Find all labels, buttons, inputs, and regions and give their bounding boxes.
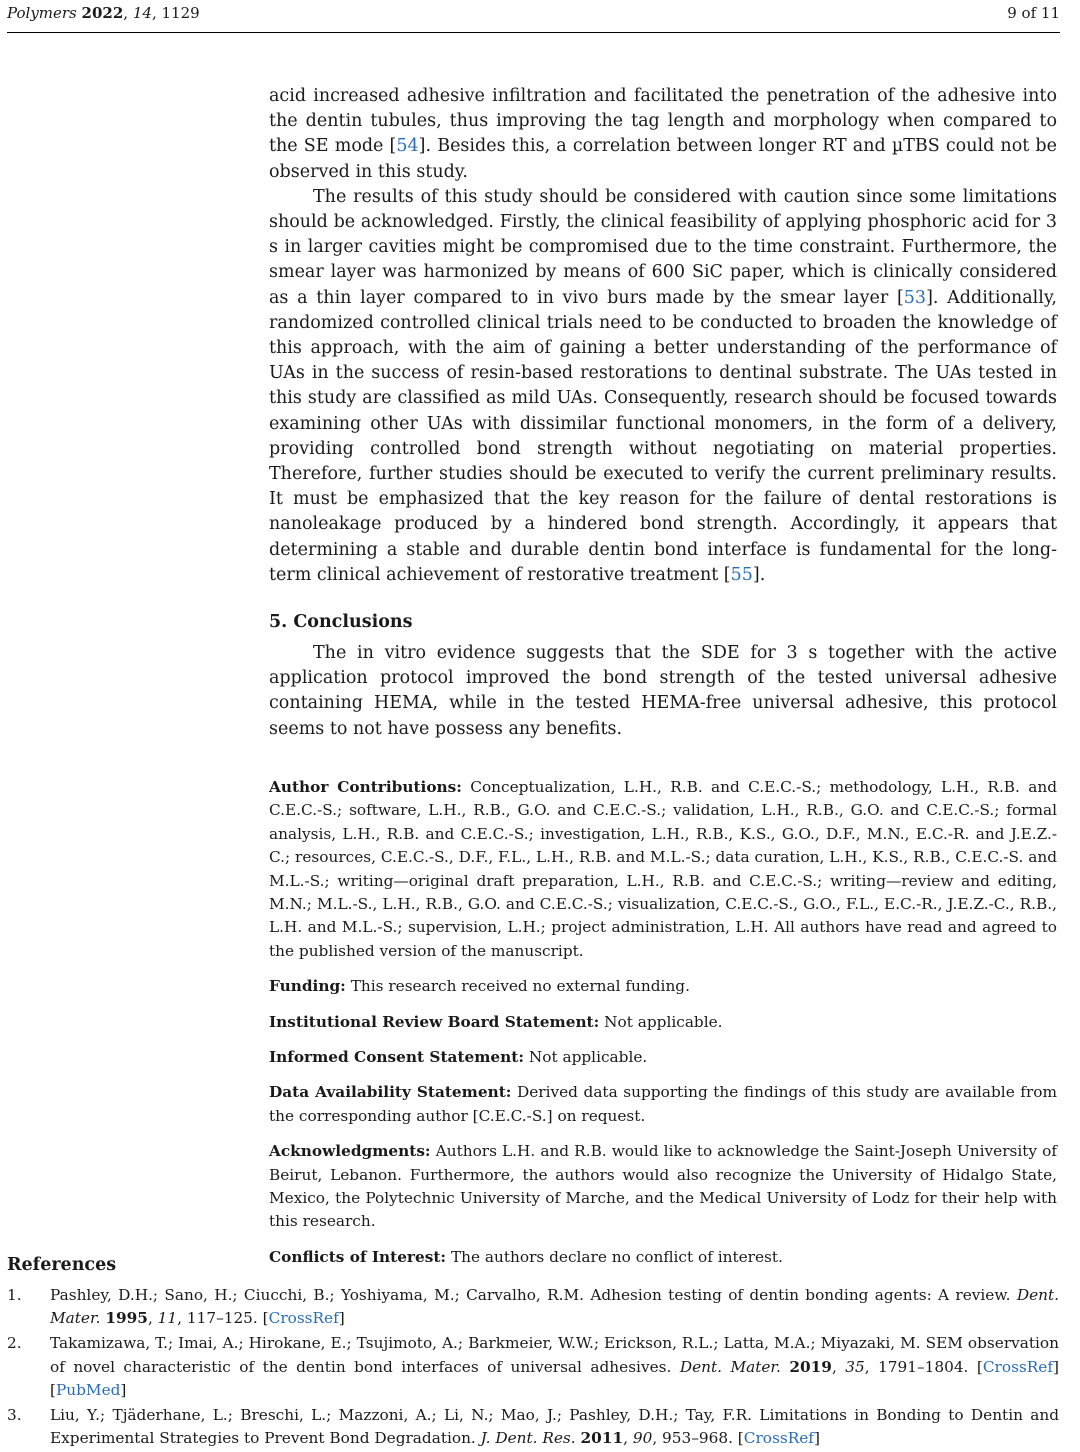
data-availability-text: Derived data supporting the findings of this study are available from the corresponding author [C.E.C.-S.] on request. <box>269 1083 1057 1125</box>
paragraph-2-text-c: ]. <box>752 564 766 585</box>
journal-name: Polymers <box>7 4 77 22</box>
data-availability-label: Data Availability Statement: <box>269 1083 512 1102</box>
reference-journal: J. Dent. Res. <box>480 1429 576 1448</box>
reference-journal: Dent. Mater. <box>679 1357 781 1376</box>
irb-text: Not applicable. <box>604 1012 723 1031</box>
crossref-link[interactable]: CrossRef <box>268 1309 339 1328</box>
funding-statement <box>269 975 1057 998</box>
page-header <box>7 4 1060 26</box>
citation-link-55[interactable]: 55 <box>730 564 753 585</box>
reference-number: 1. <box>7 1286 22 1304</box>
reference-text: Pashley, D.H.; Sano, H.; Ciucchi, B.; Yoshiyama, M.; Carvalho, R.M. Adhesion testing of dentin bonding agents: A review. <box>50 1286 1017 1304</box>
irb-label: Institutional Review Board Statement: <box>269 1012 600 1031</box>
reference-year: 2019 <box>789 1357 832 1376</box>
journal-citation: Polymers 2022, 14, 1129 <box>7 4 200 22</box>
section-title-conclusions: 5. Conclusions <box>269 612 413 633</box>
conclusions-paragraph: The in vitro evidence suggests that the SDE for 3 s together with the active application protocol improved the bond strength of the tested universal adhesive containing HEMA, while in the tested HEMA-free universal adhesive, this protocol seems to not have possess any benefits. <box>269 643 1057 739</box>
acknowledgments-text: Authors L.H. and R.B. would like to acknowledge the Saint-Joseph University of Beirut, Lebanon. Furthermore, the authors would also recognize the University of Hidalgo State, Mexico, the Polytechnic University of Marche, and the Medical University of Lodz for their help with this research. <box>269 1142 1057 1231</box>
pubmed-link[interactable]: PubMed <box>55 1380 121 1399</box>
main-content <box>269 84 1057 1281</box>
reference-number: 3. <box>7 1406 22 1425</box>
reference-bracket: ] <box>813 1429 820 1448</box>
reference-bracket: ] <box>338 1309 345 1328</box>
citation-link-54[interactable]: 54 <box>396 136 419 157</box>
reference-item: 3. Liu, Y.; Tjäderhane, L.; Breschi, L.; Mazzoni, A.; Li, N.; Mao, J.; Pashley, D.H.; Tay, F.R. Limitations in Bonding to Dentin and Experimental Strategies to Prevent Bond Degradation. J. Dent. Res. 2011, 90, 953–968. [CrossRef] <box>7 1406 1059 1448</box>
reference-volume: 35 <box>845 1357 865 1376</box>
references-title: References <box>7 1255 117 1275</box>
reference-number: 2. <box>7 1334 22 1353</box>
article-number: 1129 <box>161 4 200 22</box>
consent-label: Informed Consent Statement: <box>269 1047 524 1066</box>
author-contributions <box>269 776 1057 963</box>
reference-item: 2. Takamizawa, T.; Imai, A.; Hirokane, E.; Tsujimoto, A.; Barkmeier, W.W.; Erickson, R.L.; Latta, M.A.; Miyazaki, M. SEM observation of novel characteristic of the dentin bond interfaces of universal adhesives. Dent. Mater. 2019, 35, 1791–1804. [CrossRef] [PubMed] <box>7 1334 1059 1399</box>
crossref-link[interactable]: CrossRef <box>743 1429 814 1448</box>
funding-text: This research received no external funding. <box>350 977 690 996</box>
conflicts-label: Conflicts of Interest: <box>269 1247 447 1266</box>
references-section <box>7 1252 1059 1452</box>
reference-year: 2011 <box>580 1429 624 1448</box>
reference-journal: Dent. Mater. <box>50 1286 1059 1328</box>
paragraph-2-text-a: The results of this study should be considered with caution since some limitations should be acknowledged. Firstly, the clinical feasibility of applying phosphoric acid for 3 s in larger cavities might be compromised due to the time constraint. Furthermore, the smear layer was harmonized by means of 600 SiC paper, which is clinically considered as a thin layer compared to in vivo burs made by the smear layer [ <box>269 186 1057 308</box>
acknowledgments-label: Acknowledgments: <box>269 1142 431 1161</box>
reference-pages: , 953–968. [ <box>652 1429 744 1448</box>
conflicts-text: The authors declare no conflict of interest. <box>450 1247 783 1266</box>
reference-item: 1. Pashley, D.H.; Sano, H.; Ciucchi, B.; Yoshiyama, M.; Carvalho, R.M. Adhesion testing of dentin bonding agents: A review. Dent. Mater. 1995, 11, 117–125. [CrossRef] <box>7 1286 1059 1328</box>
acknowledgments <box>269 1140 1057 1234</box>
author-contributions-label: Author Contributions: <box>269 777 462 796</box>
journal-year: 2022 <box>81 4 124 22</box>
reference-text: Takamizawa, T.; Imai, A.; Hirokane, E.; Tsujimoto, A.; Barkmeier, W.W.; Erickson, R.L.; Latta, M.A.; Miyazaki, M. SEM observation of novel characteristic of the dentin bond interfaces of universal adhesives. <box>50 1334 1059 1376</box>
paragraph-1-text-a: acid increased adhesive infiltration and facilitated the penetration of the adhesive into the dentin tubules, thus improving the tag length and morphology when compared to the SE mode [ <box>269 86 1057 157</box>
reference-volume: 90 <box>632 1429 653 1448</box>
page-number: 9 of 11 <box>1007 4 1060 22</box>
consent-text: Not applicable. <box>528 1047 648 1066</box>
citation-link-53[interactable]: 53 <box>903 287 927 308</box>
reference-text: Liu, Y.; Tjäderhane, L.; Breschi, L.; Mazzoni, A.; Li, N.; Mao, J.; Pashley, D.H.; Tay, F.R. Limitations in Bonding to Dentin and Experimental Strategies to Prevent Bond Degradation. <box>50 1406 1059 1448</box>
reference-pages: , 117–125. [ <box>177 1309 269 1328</box>
reference-bracket: ] <box>1053 1357 1059 1376</box>
paragraph-2 <box>269 185 1057 588</box>
author-contributions-text: Conceptualization, L.H., R.B. and C.E.C.-S.; methodology, L.H., R.B. and C.E.C.-S.; software, L.H., R.B., G.O. and C.E.C.-S.; validation, L.H., R.B., G.O. and C.E.C.-S.; formal analysis, L.H., R.B. and C.E.C.-S.; investigation, L.H., R.B., K.S., G.O., D.F., M.N., E.C.-R. and J.E.Z.-C.; resources, C.E.C.-S., D.F., F.L., L.H., R.B. and M.L.-S.; data curation, L.H., K.S., R.B., C.E.C.-S. and M.L.-S.; writing—original draft preparation, L.H., R.B. and C.E.C.-S.; writing—review and editing, M.N.; M.L.-S., L.H., R.B., G.O. and C.E.C.-S.; visualization, C.E.C.-S., G.O., F.L., E.C.-R., J.E.Z.-C., R.B., L.H. and M.L.-S.; supervision, L.H.; project administration, L.H. All authors have read and agreed to the published version of the manuscript. <box>269 777 1057 960</box>
reference-year: 1995 <box>105 1309 148 1328</box>
header-rule <box>7 32 1060 33</box>
consent-statement <box>269 1046 1057 1069</box>
data-availability-statement <box>269 1081 1057 1128</box>
paragraph-2-text-b: ]. Additionally, randomized controlled clinical trials need to be conducted to broaden the knowledge of this approach, with the aim of gaining a better understanding of the performance of UAs in the success of resin-based restorations to dentinal substrate. The UAs tested in this study are classified as mild UAs. Consequently, research should be focused towards examining other UAs with dissimilar functional monomers, in the form of a delivery, providing controlled bond strength without negotiating on material properties. Therefore, further studies should be executed to verify the current preliminary results. It must be emphasized that the key reason for the failure of dental restorations is nanoleakage produced by a hindered bond strength. Accordingly, it appears that determining a stable and durable dentin bond interface is fundamental for the long-term clinical achievement of restorative treatment [ <box>269 287 1057 585</box>
reference-volume: 11 <box>157 1309 178 1328</box>
paragraph-1 <box>269 84 1057 185</box>
irb-statement <box>269 1011 1057 1034</box>
funding-label: Funding: <box>269 977 346 996</box>
paragraph-1-text-b: ]. Besides this, a correlation between longer RT and µTBS could not be observed in this study. <box>269 136 1057 182</box>
journal-volume: 14 <box>132 4 152 22</box>
crossref-link[interactable]: CrossRef <box>982 1357 1054 1376</box>
reference-pages: , 1791–1804. [ <box>864 1357 983 1376</box>
